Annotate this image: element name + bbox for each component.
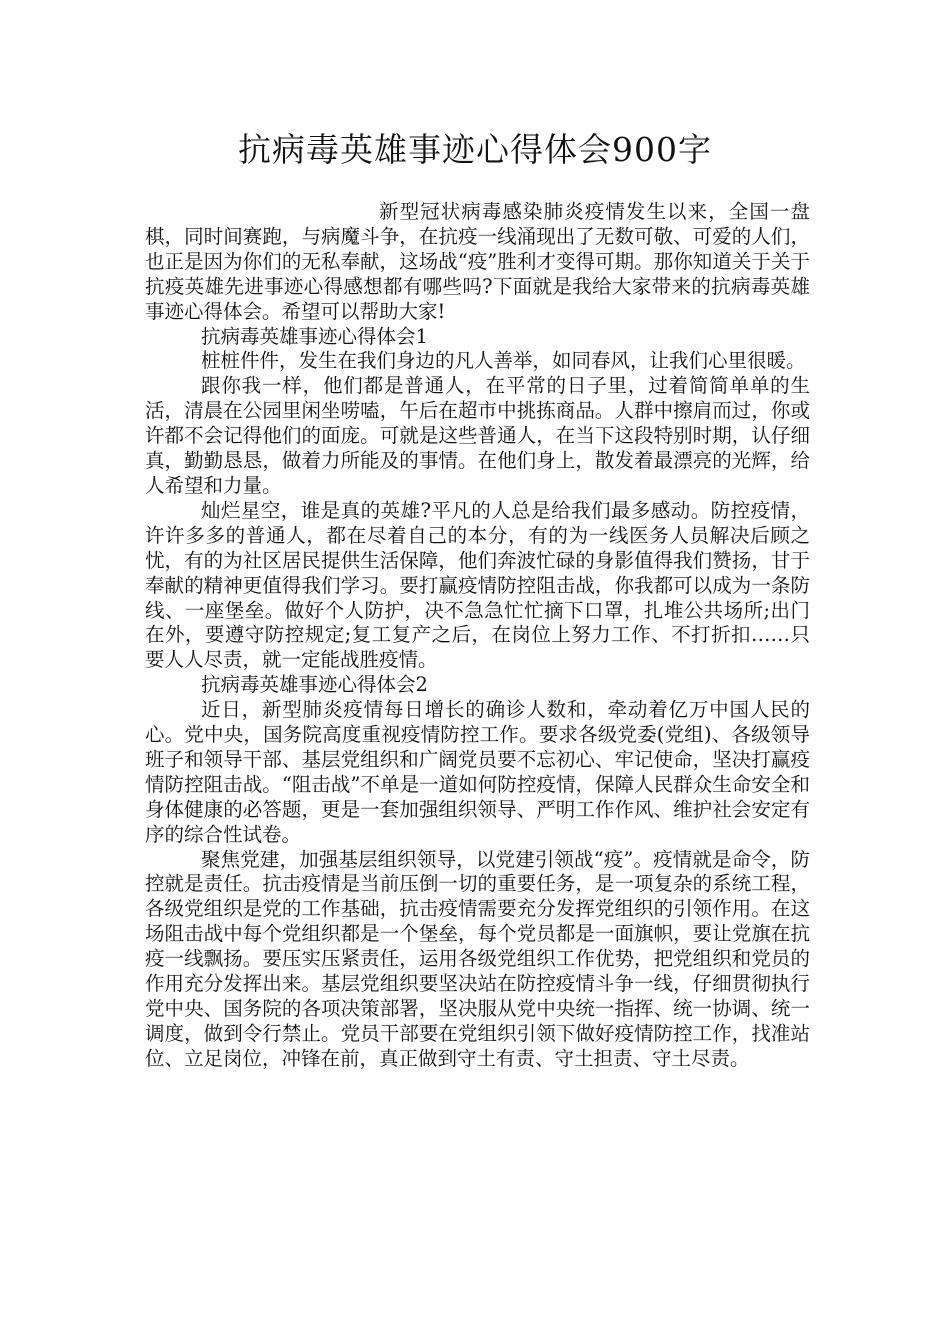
body-paragraph: 桩桩件件，发生在我们身边的凡人善举，如同春风，让我们心里很暖。 <box>201 349 806 373</box>
body-paragraph: 跟你我一样，他们都是普通人，在平常的日子里，过着简简单单的生活，清晨在公园里闲坐唠嗑，午后在超市中挑拣商品。人群中擦肩而过，你或许都不会记得他们的面庞。可就是这些普通人，在当下这段特别时期，认仔细真，勤勤恳恳，做着力所能及的事情。在他们身上，散发着最漂亮的光辉，给人希望和力量。 <box>145 374 810 497</box>
section-heading-1: 抗病毒英雄事迹心得体会1 <box>201 324 428 348</box>
document-title: 抗病毒英雄事迹心得体会900字 <box>238 130 712 169</box>
section-heading-2: 抗病毒英雄事迹心得体会2 <box>201 673 428 697</box>
document-body <box>145 200 810 1072</box>
body-paragraph: 聚焦党建，加强基层组织领导，以党建引领战“疫”。疫情就是命令，防控就是责任。抗击疫情是当前压倒一切的重要任务，是一项复杂的系统工程，各级党组织是党的工作基础，抗击疫情需要充分发挥党组织的引领作用。在这场阻击战中每个党组织都是一个堡垒，每个党员都是一面旗帜，要让党旗在抗疫一线飘扬。要压实压紧责任，运用各级党组织工作优势，把党组织和党员的作用充分发挥出来。基层党组织要坚决站在防控疫情斗争一线，仔细贯彻执行党中央、国务院的各项决策部署，坚决服从党中央统一指挥、统一协调、统一调度，做到令行禁止。党员干部要在党组织引领下做好疫情防控工作，找准站位、立足岗位，冲锋在前，真正做到守土有责、守土担责、守土尽责。 <box>145 847 810 1070</box>
intro-paragraph: 新型冠状病毒感染肺炎疫情发生以来，全国一盘棋，同时间赛跑，与病魔斗争，在抗疫一线涌现出了无数可敬、可爱的人们，也正是因为你们的无私奉献，这场战“疫”胜利才变得可期。那你知道关于关于抗疫英雄先进事迹心得感想都有哪些吗?下面就是我给大家带来的抗病毒英雄事迹心得体会。希望可以帮助大家! <box>145 200 810 323</box>
body-paragraph: 近日，新型肺炎疫情每日增长的确诊人数和，牵动着亿万中国人民的心。党中央，国务院高度重视疫情防控工作。要求各级党委(党组)、各级领导班子和领导干部、基层党组织和广阔党员要不忘初心、牢记使命，坚决打赢疫情防控阻击战。“阻击战”不单是一道如何防控疫情，保障人民群众生命安全和身体健康的必答题，更是一套加强组织领导、严明工作作风、维护社会安定有序的综合性试卷。 <box>145 698 810 846</box>
body-paragraph: 灿烂星空，谁是真的英雄?平凡的人总是给我们最多感动。防控疫情，许许多多的普通人，都在尽着自己的本分，有的为一线医务人员解决后顾之忧，有的为社区居民提供生活保障，他们奔波忙碌的身影值得我们赞扬，甘于奉献的精神更值得我们学习。要打赢疫情防控阻击战，你我都可以成为一条防线、一座堡垒。做好个人防护，决不急急忙忙摘下口罩，扎堆公共场所;出门在外，要遵守防控规定;复工复产之后，在岗位上努力工作、不打折扣……只要人人尽责，就一定能战胜疫情。 <box>145 498 810 672</box>
